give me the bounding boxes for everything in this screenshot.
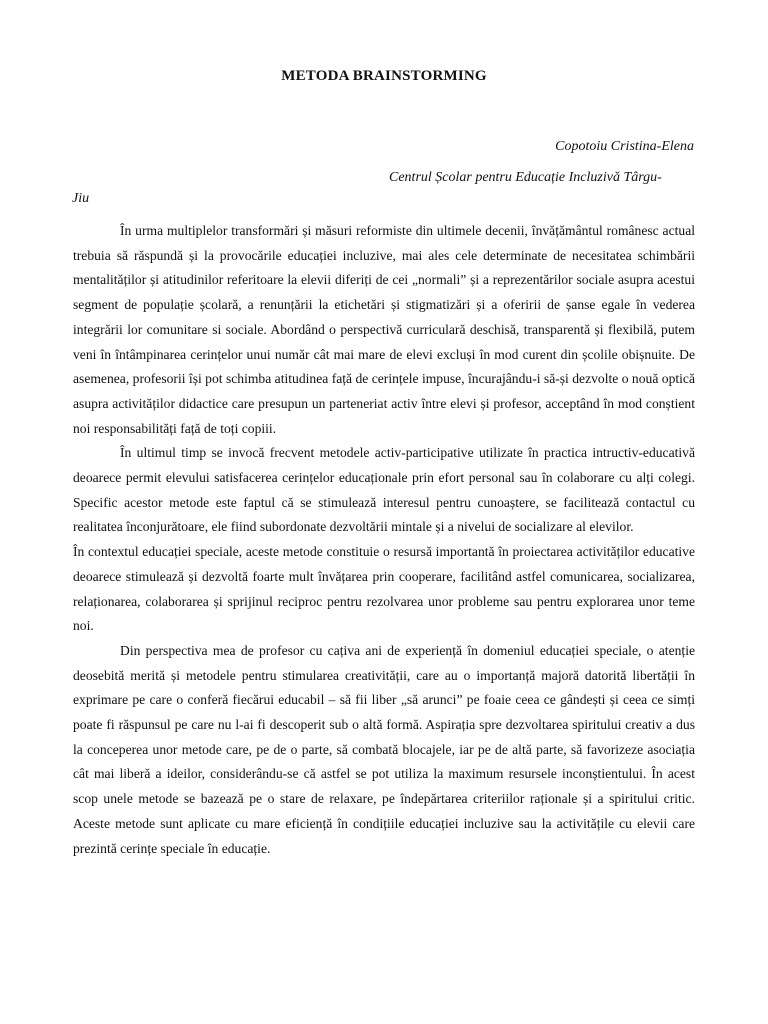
author-name: Copotoiu Cristina-Elena bbox=[555, 139, 694, 154]
paragraph-1: În urma multiplelor transformări și măsuri reformiste din ultimele decenii, învățământul românesc actual trebuia să răspundă și la provocările educației incluzive, mai ales cele determinate de necesitatea schimbării mentalităților și atitudinilor referitoare la elevii diferiți de cei „normali” și a reprezentărilor sociale asupra acestui segment de populație școlară, a renunțării la etichetări și stigmatizări și a oferirii de șanse egale în vederea integrării lor comunitare si sociale. Abordând o perspectivă curriculară deschisă, transparentă și flexibilă, putem veni în întâmpinarea cerințelor unui număr cât mai mare de elevi excluși în mod curent din școlile obișnuite. De asemenea, profesorii își pot schimba atitudinea față de cerințele impuse, încurajându-i să-și dezvolte o nouă optică asupra activităților didactice care presupun un parteneriat activ între elevi și profesor, acceptând în mod conștient noi responsabilități față de toți copiii. bbox=[73, 223, 695, 436]
document-body bbox=[73, 219, 695, 861]
document-title: METODA BRAINSTORMING bbox=[281, 68, 487, 84]
paragraph-3: În contextul educației speciale, aceste metode constituie o resursă importantă în proiectarea activităților educative deoarece stimulează și dezvoltă foarte mult învățarea prin cooperare, facilitând astfel comunicarea, socializarea, relaționarea, colaborarea și sprijinul reciproc pentru rezolvarea unor probleme sau pentru explorarea unor teme noi. bbox=[73, 544, 695, 634]
paragraph-2: În ultimul timp se invocă frecvent metodele activ-participative utilizate în practica intructiv-educativă deoarece permit elevului satisfacerea cerințelor educaționale prin efort personal sau în colaborare cu alți colegi. Specific acestor metode este faptul că se stimulează interesul pentru cunoaștere, se facilitează contactul cu realitatea înconjurătoare, ele fiind subordonate dezvoltării mintale și a nivelui de socializare al elevilor. bbox=[73, 445, 695, 535]
institution-line-1: Centrul Școlar pentru Educație Incluzivă Târgu- bbox=[389, 170, 662, 185]
institution-line-2: Jiu bbox=[72, 191, 90, 206]
paragraph-4: Din perspectiva mea de profesor cu cațiva ani de experiență în domeniul educației speciale, o atenție deosebită merită și metodele pentru stimularea creativității, care au o importanță majoră datorită libertății în exprimare pe care o conferă fiecărui educabil – să fii liber „să arunci” pe foaie ceea ce gândești și ceea ce simți poate fi răspunsul pe care nu l-ai fi descoperit sub o altă formă. Aspirația spre dezvoltarea spiritului creativ a dus la conceperea unor metode care, pe de o parte, să combată blocajele, iar pe de altă parte, să favorizeze asociația cât mai liberă a ideilor, considerându-se că astfel se pot utiliza la maximum resursele inconștientului. În acest scop unele metode se bazează pe o stare de relaxare, pe îndepărtarea criteriilor raționale și a spiritului critic. Aceste metode sunt aplicate cu mare eficiență în condițiile educației incluzive sau la activitățile cu elevii care prezintă cerințe speciale în educație. bbox=[73, 642, 695, 856]
